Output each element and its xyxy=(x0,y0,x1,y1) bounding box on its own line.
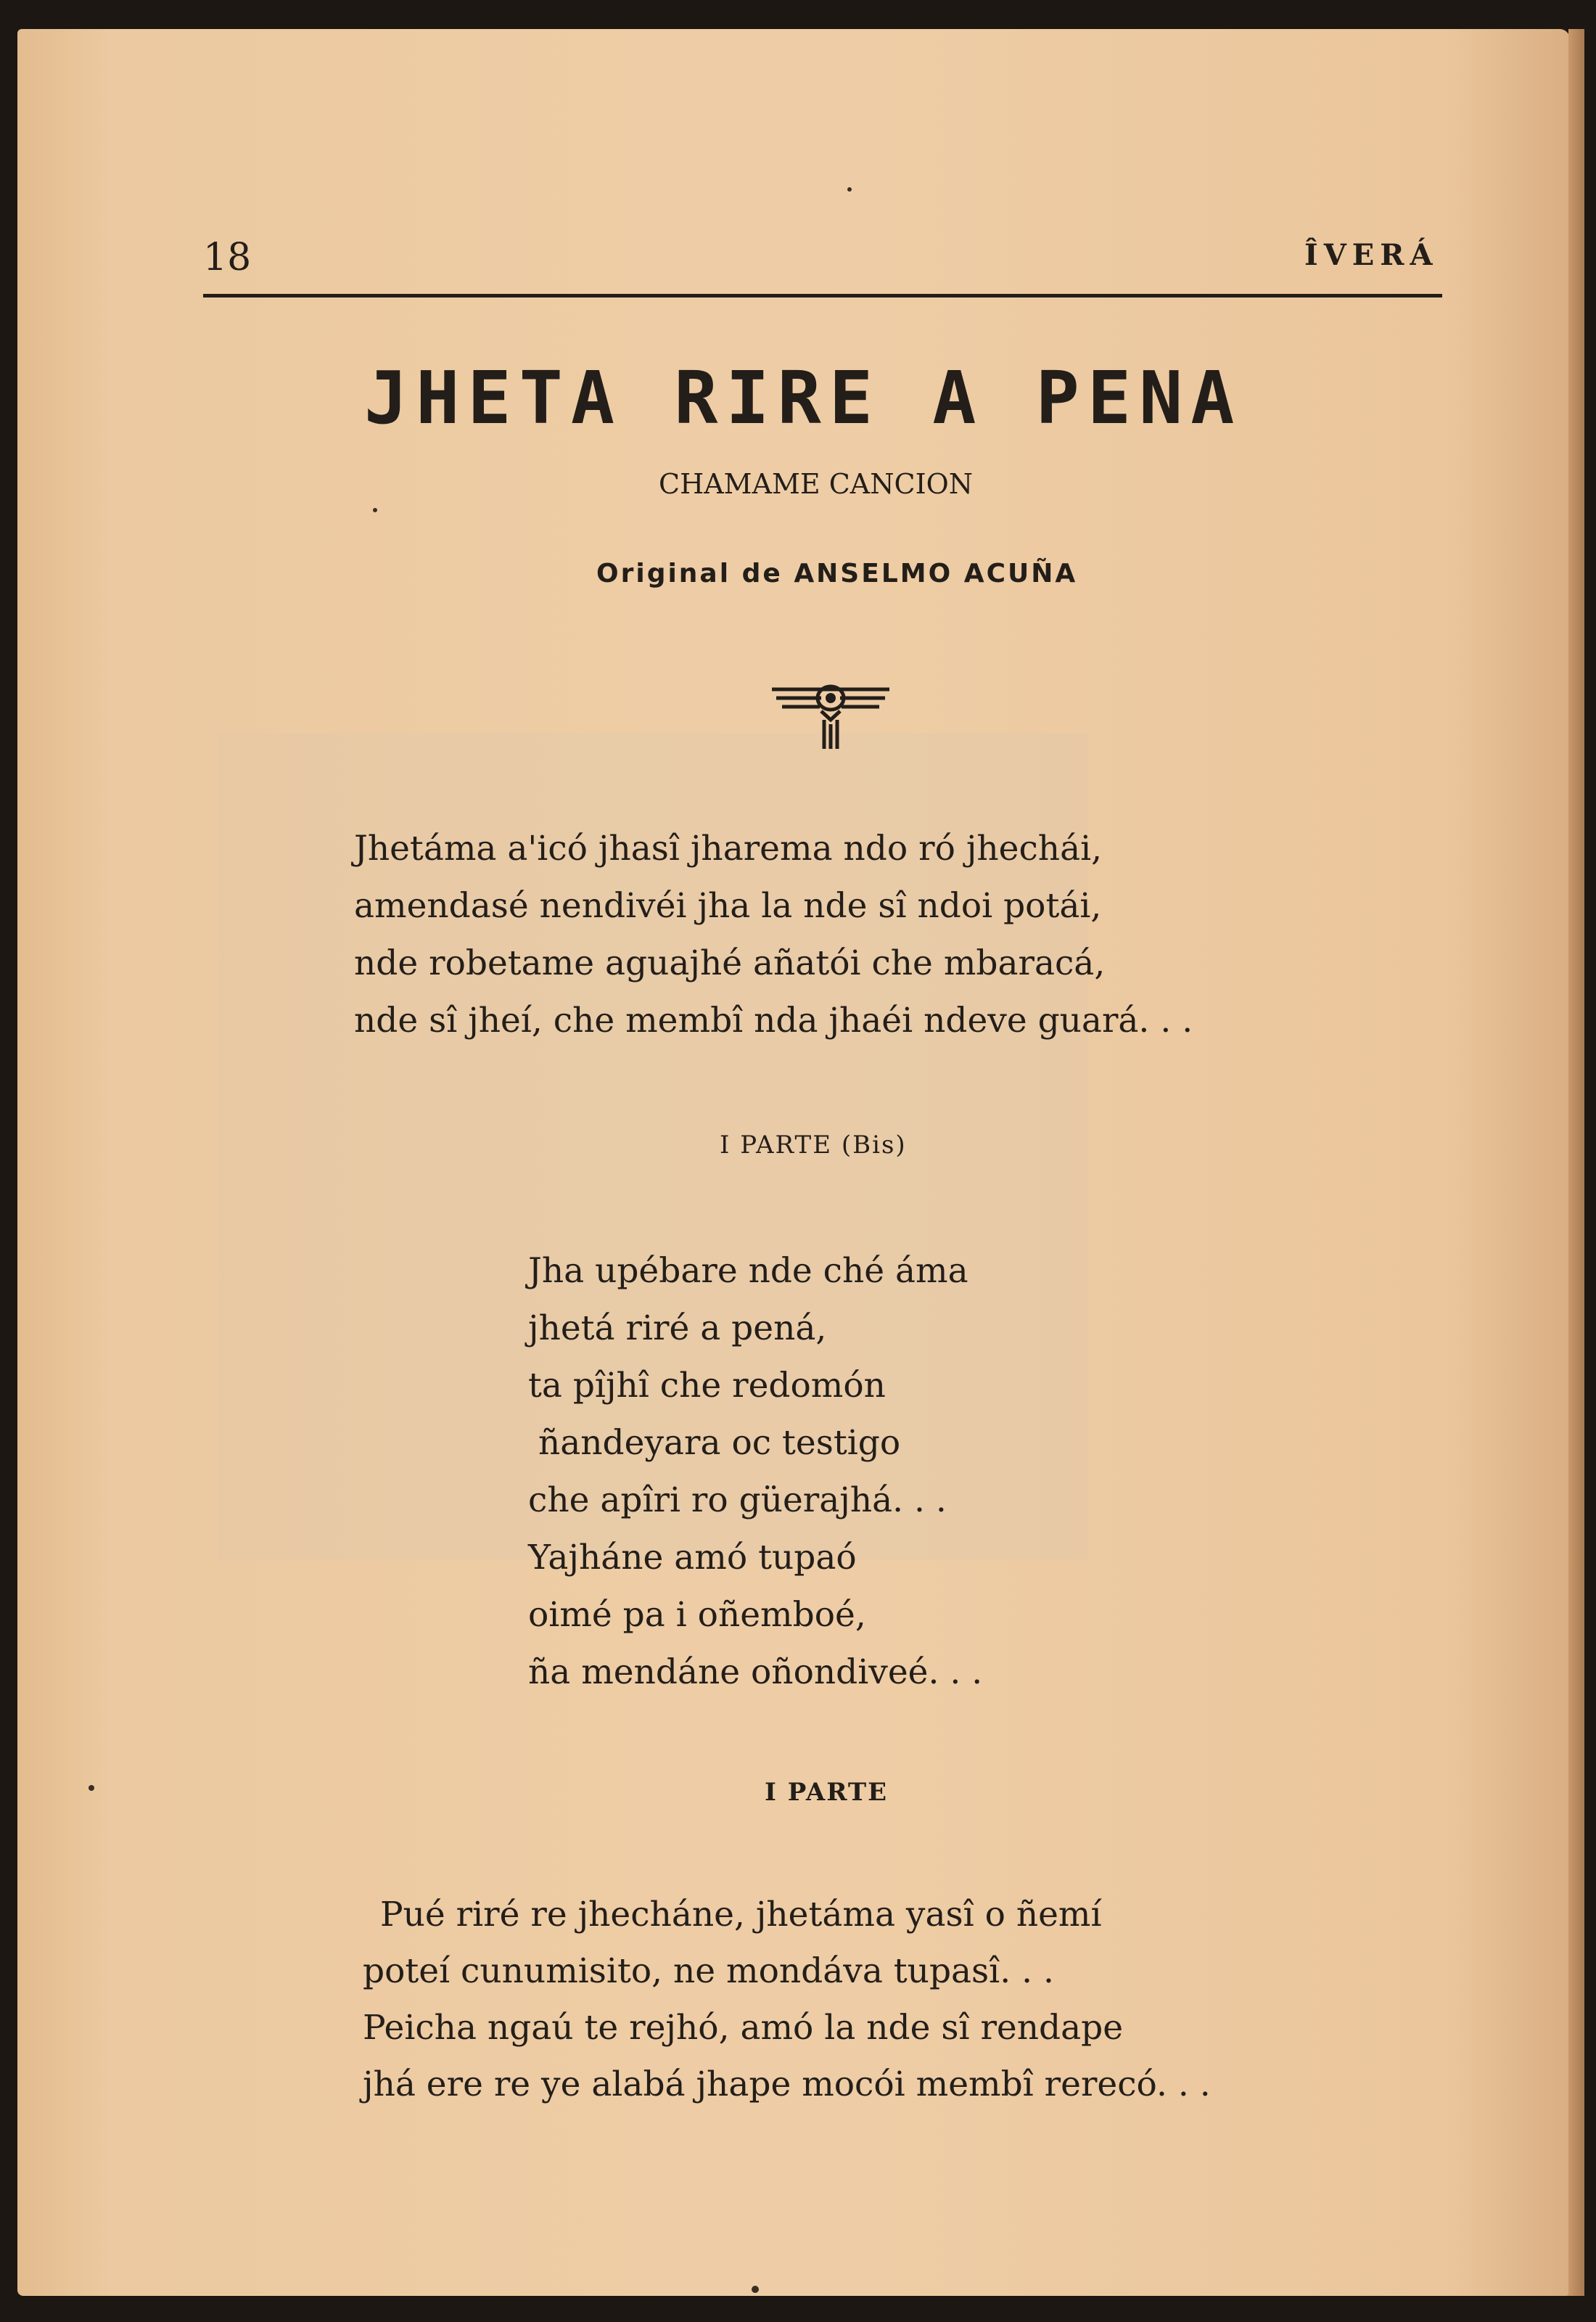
winged-emblem-icon xyxy=(769,666,892,752)
song-title: JHETA RIRE A PENA xyxy=(364,356,1243,440)
paper-speck xyxy=(373,508,377,512)
verse-line: nde sî jheí, che membî nda jhaéi ndeve guará. . . xyxy=(354,1001,1193,1041)
page-number: 18 xyxy=(203,236,252,279)
paper-speck xyxy=(89,1785,94,1791)
verse-line: poteí cunumisito, ne mondáva tupasî. . . xyxy=(363,1951,1054,1991)
verse-line: Jha upébare nde ché áma xyxy=(528,1251,968,1291)
verse-line: ta pîjhî che redomón xyxy=(528,1366,886,1406)
verse-line: oimé pa i oñemboé, xyxy=(528,1595,866,1635)
paper-speck xyxy=(752,2286,759,2293)
stanza-3 xyxy=(363,1887,1211,2113)
header-rule xyxy=(203,294,1442,298)
verse-line: Pué riré re jhecháne, jhetáma yasî o ñemí xyxy=(380,1895,1102,1935)
verse-line: ña mendáne oñondiveé. . . xyxy=(528,1652,983,1692)
verse-line: Yajháne amó tupaó xyxy=(528,1538,857,1578)
verse-line: ñandeyara oc testigo xyxy=(538,1423,901,1463)
stanza-2 xyxy=(528,1242,982,1701)
section-heading: I PARTE (Bis) xyxy=(720,1131,907,1160)
author-credit: Original de ANSELMO ACUÑA xyxy=(596,559,1078,588)
verse-line: Peicha ngaú te rejhó, amó la nde sî rendape xyxy=(363,2008,1124,2048)
verse-line: jhá ere re ye alabá jhape mocói membî rerecó. . . xyxy=(363,2064,1211,2104)
section-heading: I PARTE xyxy=(765,1778,889,1807)
song-subtitle: CHAMAME CANCION xyxy=(659,468,973,500)
verse-line: jhetá riré a pená, xyxy=(528,1308,827,1348)
verse-line: nde robetame aguajhé añatói che mbaracá, xyxy=(354,943,1106,983)
paper-speck xyxy=(847,187,852,192)
page-edge xyxy=(1568,29,1584,2296)
verse-line: amendasé nendivéi jha la nde sî ndoi potái, xyxy=(354,886,1102,926)
verse-line: Jhetáma a'icó jhasî jharema ndo ró jhechái, xyxy=(354,829,1103,869)
verse-line: che apîri ro güerajhá. . . xyxy=(528,1480,947,1520)
stanza-1 xyxy=(354,820,1193,1049)
running-head: ÎVERÁ xyxy=(1304,238,1439,272)
